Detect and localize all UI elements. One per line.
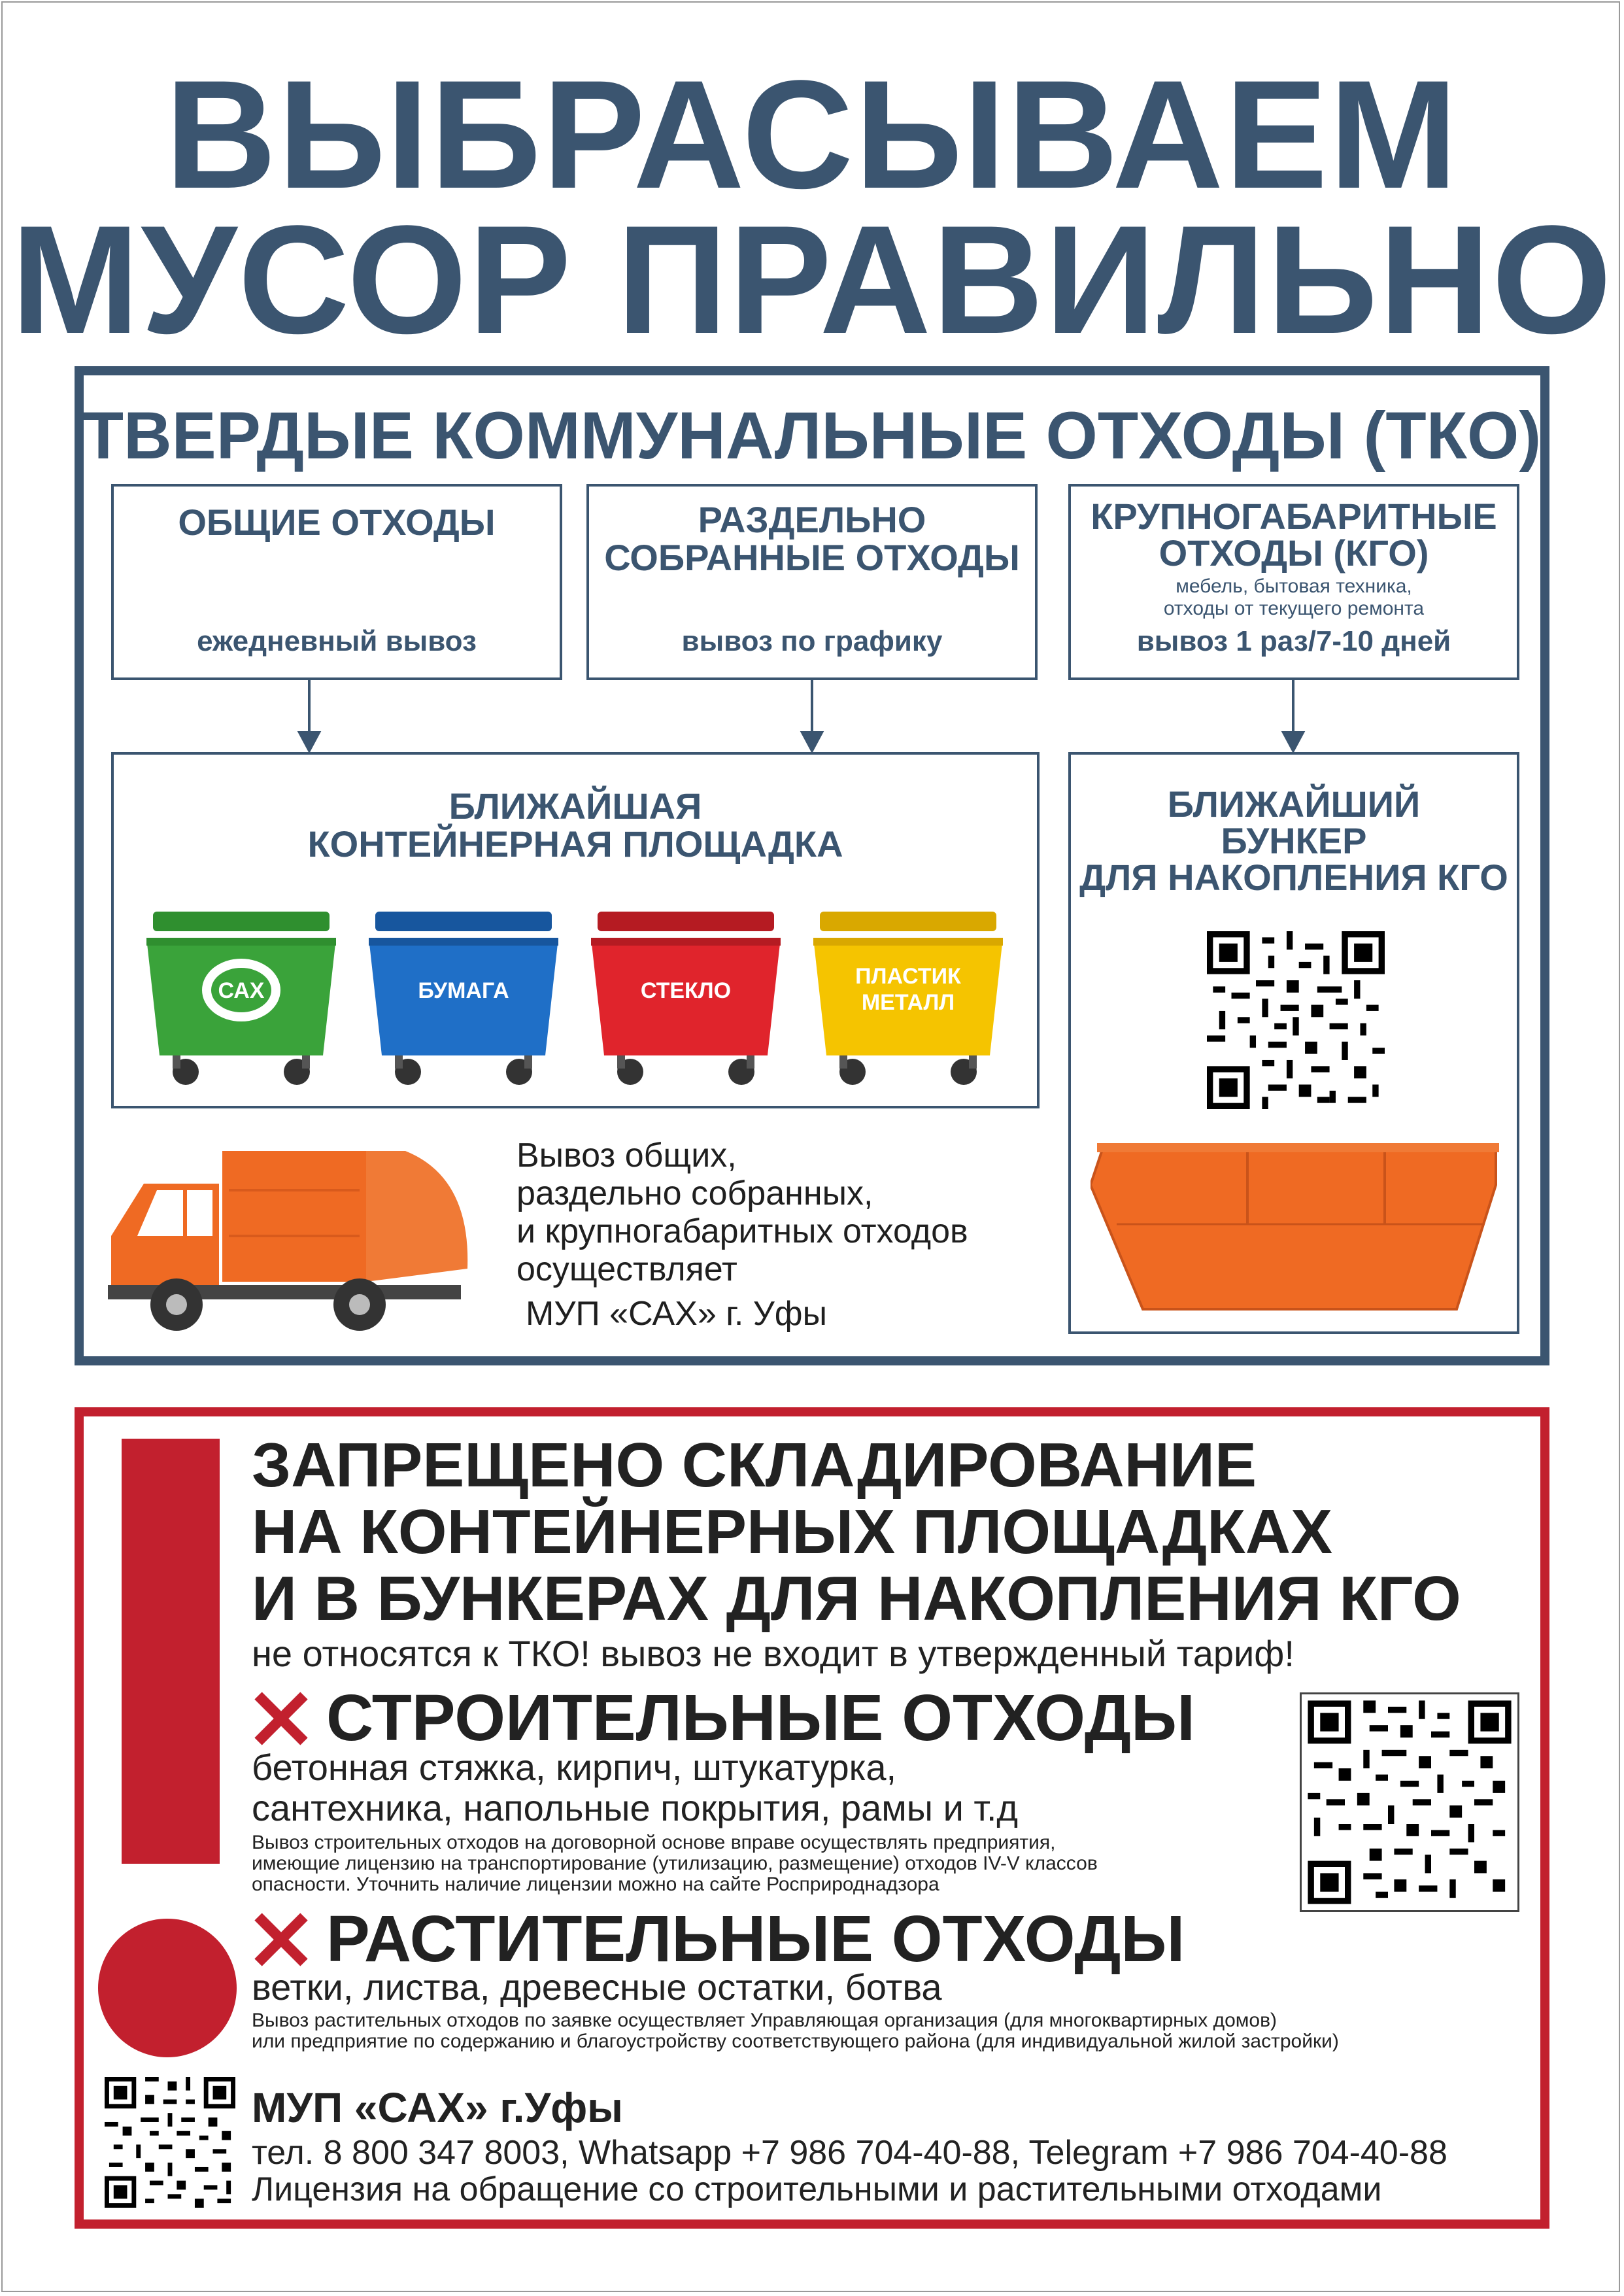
- separate-waste-schedule: вывоз по графику: [681, 625, 943, 657]
- bin-general-logo: САХ: [218, 978, 265, 1003]
- separate-waste-title-line1: РАЗДЕЛЬНО: [698, 499, 926, 540]
- separate-waste-title: [589, 501, 1035, 577]
- construction-note: [252, 1832, 1098, 1895]
- construction-items-line-1: бетонная стяжка, кирпич, штукатурка,: [252, 1747, 897, 1788]
- bulky-waste-schedule: вывоз 1 раз/7-10 дней: [1136, 625, 1451, 657]
- separate-waste-box: [586, 484, 1038, 680]
- bulky-waste-title-line1: КРУПНОГАБАРИТНЫЕ: [1091, 496, 1497, 537]
- plant-note: [252, 2010, 1339, 2052]
- plant-items: ветки, листва, древесные остатки, ботва: [252, 1966, 942, 2008]
- bunker-title-line2: БУНКЕР: [1221, 820, 1367, 861]
- bunker-qr-code[interactable]: [1207, 931, 1385, 1109]
- container-site-title: [114, 787, 1037, 863]
- operator-notice: [516, 1137, 968, 1333]
- plant-note-line-2: или предприятие по содержанию и благоустройству соответствующего района (для индивидуальной жилой застройки): [252, 2030, 1339, 2052]
- plant-heading: [252, 1902, 1185, 1977]
- construction-heading: [252, 1681, 1195, 1756]
- bin-glass-label: СТЕКЛО: [640, 978, 732, 1003]
- construction-items: [252, 1747, 1018, 1828]
- bins-group: [146, 899, 1016, 1101]
- bulky-waste-desc-line1: мебель, бытовая техника,: [1176, 575, 1412, 597]
- operator-line-3: и крупногабаритных отходов: [516, 1212, 968, 1250]
- contact-qr-code[interactable]: [105, 2077, 235, 2208]
- ban-title-line-1: ЗАПРЕЩЕНО СКЛАДИРОВАНИЕ: [252, 1430, 1257, 1500]
- arrow-general-head: [299, 732, 319, 751]
- construction-qr-code[interactable]: [1300, 1692, 1519, 1912]
- ban-title-line-3: И В БУНКЕРАХ ДЛЯ НАКОПЛЕНИЯ КГО: [252, 1564, 1461, 1634]
- container-site-title-line1: БЛИЖАЙШАЯ: [448, 785, 702, 827]
- bulky-waste-box: [1068, 484, 1519, 680]
- bin-paper-label: БУМАГА: [418, 978, 509, 1003]
- bulky-waste-desc-line2: отходы от текущего ремонта: [1163, 598, 1425, 619]
- bulky-waste-desc: [1071, 575, 1517, 620]
- operator-line-2: раздельно собранных,: [516, 1174, 873, 1212]
- bulky-waste-title-line2: ОТХОДЫ (КГО): [1159, 532, 1429, 574]
- bin-general: [146, 912, 336, 1085]
- tko-heading: ТВЕРДЫЕ КОММУНАЛЬНЫЕ ОТХОДЫ (ТКО): [82, 398, 1542, 473]
- cross-icon: [252, 1910, 311, 1969]
- general-waste-title: ОБЩИЕ ОТХОДЫ: [178, 502, 496, 543]
- org-contacts: тел. 8 800 347 8003, Whatsapp +7 986 704-40-88, Telegram +7 986 704-40-88: [252, 2134, 1447, 2172]
- org-license: Лицензия на обращение со строительными и растительными отходами: [252, 2170, 1382, 2208]
- org-name: МУП «САХ» г.Уфы: [252, 2084, 623, 2131]
- construction-items-line-2: сантехника, напольные покрытия, рамы и т.д: [252, 1787, 1019, 1828]
- construction-title: СТРОИТЕЛЬНЫЕ ОТХОДЫ: [326, 1681, 1195, 1755]
- cross-icon: [252, 1689, 311, 1748]
- garbage-truck-illustration: [105, 1138, 471, 1341]
- container-site-title-line2: КОНТЕЙНЕРНАЯ ПЛОЩАДКА: [307, 823, 843, 865]
- bin-glass: [591, 912, 781, 1085]
- container-site-box: [111, 752, 1040, 1108]
- bin-plastic-label-2: МЕТАЛЛ: [861, 990, 955, 1015]
- plant-note-line-1: Вывоз растительных отходов по заявке осуществляет Управляющая организация (для многоквартирных домов): [252, 2010, 1277, 2031]
- title-line-1: ВЫБРАСЫВАЕМ: [165, 48, 1459, 221]
- title-line-2: МУСОР ПРАВИЛЬНО: [10, 194, 1614, 366]
- construction-note-line-3: опасности. Уточнить наличие лицензии можно на сайте Росприроднадзора: [252, 1874, 939, 1895]
- bin-plastic: [813, 912, 1003, 1085]
- general-waste-box: [111, 484, 562, 680]
- operator-line-4: осуществляет: [516, 1250, 737, 1288]
- bunker-illustration: [1091, 1139, 1509, 1322]
- ban-title: [252, 1432, 1461, 1632]
- bunker-title-line3: ДЛЯ НАКОПЛЕНИЯ КГО: [1079, 857, 1508, 898]
- bunker-title-line1: БЛИЖАЙШИЙ: [1167, 783, 1421, 825]
- arrow-bulky-head: [1283, 732, 1303, 751]
- ban-subtitle: не относятся к ТКО! вывоз не входит в утвержденный тариф!: [252, 1633, 1294, 1674]
- operator-line-1: Вывоз общих,: [516, 1137, 737, 1174]
- construction-note-line-2: имеющие лицензию на транспортирование (утилизацию, размещение) отходов IV-V классов: [252, 1853, 1098, 1874]
- operator-line-5: МУП «САХ» г. Уфы: [526, 1295, 827, 1333]
- bin-paper: [369, 912, 558, 1085]
- plant-title: РАСТИТЕЛЬНЫЕ ОТХОДЫ: [326, 1902, 1185, 1976]
- separate-waste-title-line2: СОБРАННЫЕ ОТХОДЫ: [604, 537, 1020, 578]
- ban-title-line-2: НА КОНТЕЙНЕРНЫХ ПЛОЩАДКАХ: [252, 1497, 1333, 1567]
- flow-arrows: [0, 680, 1624, 752]
- bunker-title: [1071, 783, 1517, 898]
- bin-plastic-label-1: ПЛАСТИК: [855, 964, 961, 989]
- bunker-box: [1068, 752, 1519, 1334]
- exclamation-icon: [98, 1439, 242, 2060]
- general-waste-schedule: ежедневный вывоз: [197, 625, 477, 657]
- arrow-separate-head: [802, 732, 822, 751]
- construction-note-line-1: Вывоз строительных отходов на договорной основе вправе осуществлять предприятия,: [252, 1832, 1056, 1853]
- bulky-waste-title: [1071, 498, 1517, 572]
